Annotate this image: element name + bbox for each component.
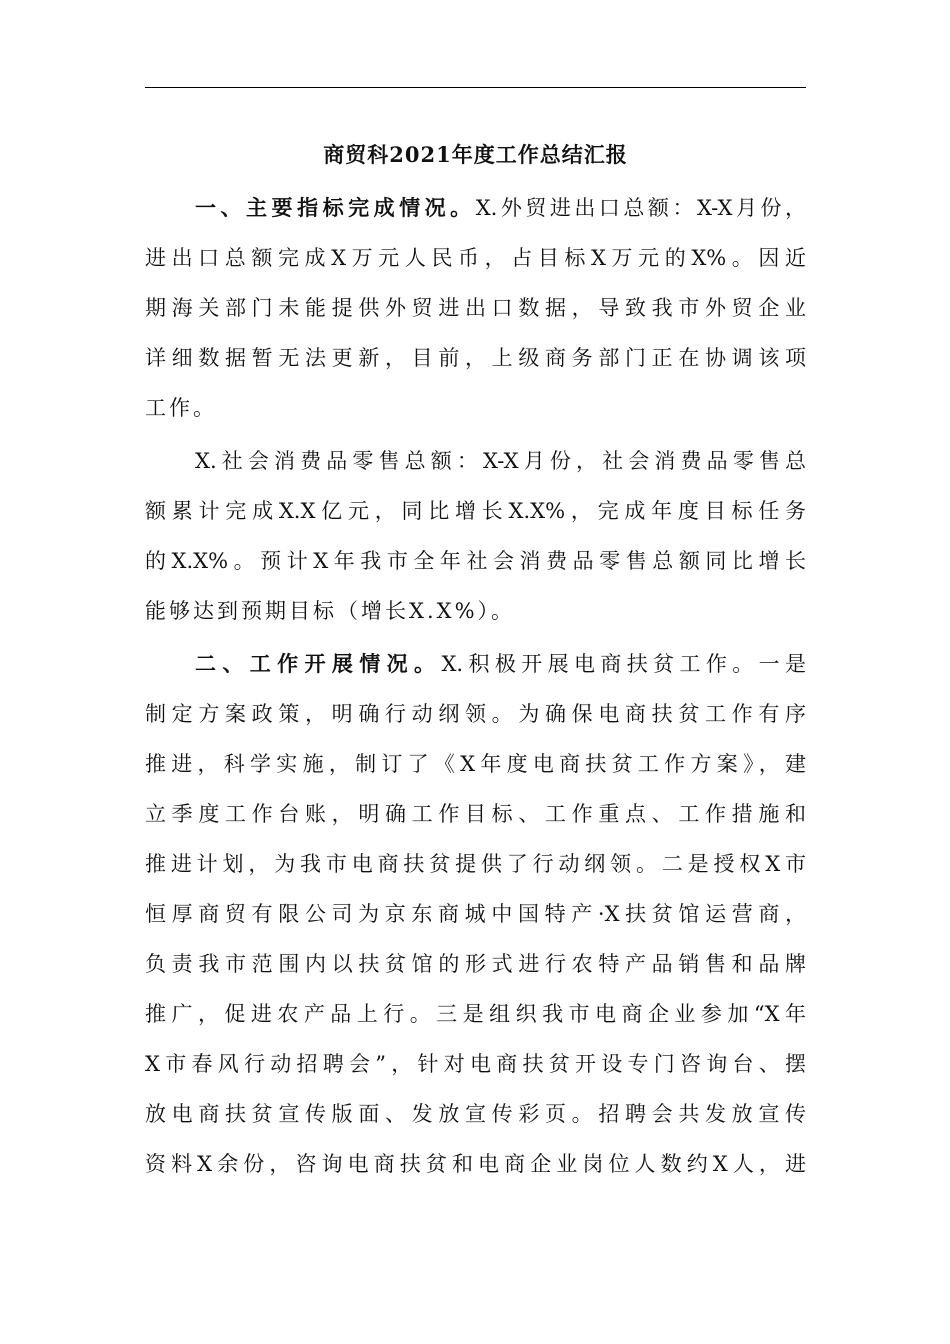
text-line: 能够达到预期目标（增长X.X%）。	[145, 599, 516, 623]
text-line: 期海关部门未能提供外贸进出口数据，导致我市外贸企业	[145, 296, 806, 320]
text-line: 进出口总额完成X万元人民币，占目标X万元的X%。因近	[145, 246, 806, 270]
document-body	[145, 183, 806, 1189]
text-line: 工作。	[145, 396, 217, 420]
paragraph-retail-sales	[145, 436, 806, 636]
paragraph-main-indicators	[145, 183, 806, 433]
text-line: 放电商扶贫宣传版面、发放宣传彩页。招聘会共发放宣传	[145, 1102, 806, 1126]
text-run: X.外贸进出口总额：X-X月份，	[475, 196, 807, 220]
text-line: 立季度工作台账，明确工作目标、工作重点、工作措施和	[145, 802, 806, 826]
document-title: 商贸科2021年度工作总结汇报	[323, 142, 628, 167]
text-line: 推进，科学实施，制订了《X年度电商扶贫工作方案》，建	[145, 752, 806, 776]
text-line: X.社会消费品零售总额：X-X月份，社会消费品零售总	[195, 449, 806, 473]
section-heading: 一、主要指标完成情况。	[195, 195, 476, 220]
text-line: 推进计划，为我市电商扶贫提供了行动纲领。二是授权X市	[145, 852, 806, 876]
text-line: 的X.X%。预计X年我市全年社会消费品零售总额同比增长	[145, 549, 806, 573]
text-line: 详细数据暂无法更新，目前，上级商务部门正在协调该项	[145, 346, 806, 370]
section-heading: 二、工作开展情况。	[195, 651, 442, 676]
text-line: 推广，促进农产品上行。三是组织我市电商企业参加“X年	[145, 1002, 806, 1026]
text-line: 恒厚商贸有限公司为京东商城中国特产·X扶贫馆运营商，	[145, 902, 806, 926]
text-run: X.积极开展电商扶贫工作。一是	[441, 652, 807, 676]
text-line: X市春风行动招聘会”，针对电商扶贫开设专门咨询台、摆	[145, 1052, 806, 1076]
text-line	[145, 639, 806, 689]
paragraph-work-progress	[145, 639, 806, 1189]
text-line: 负责我市范围内以扶贫馆的形式进行农特产品销售和品牌	[145, 952, 806, 976]
text-line: 资料X余份，咨询电商扶贫和电商企业岗位人数约X人，进	[145, 1152, 806, 1176]
header-rule	[145, 87, 806, 88]
text-line: 制定方案政策，明确行动纲领。为确保电商扶贫工作有序	[145, 702, 806, 726]
text-line	[145, 183, 806, 233]
text-line: 额累计完成X.X亿元，同比增长X.X%，完成年度目标任务	[145, 499, 806, 523]
